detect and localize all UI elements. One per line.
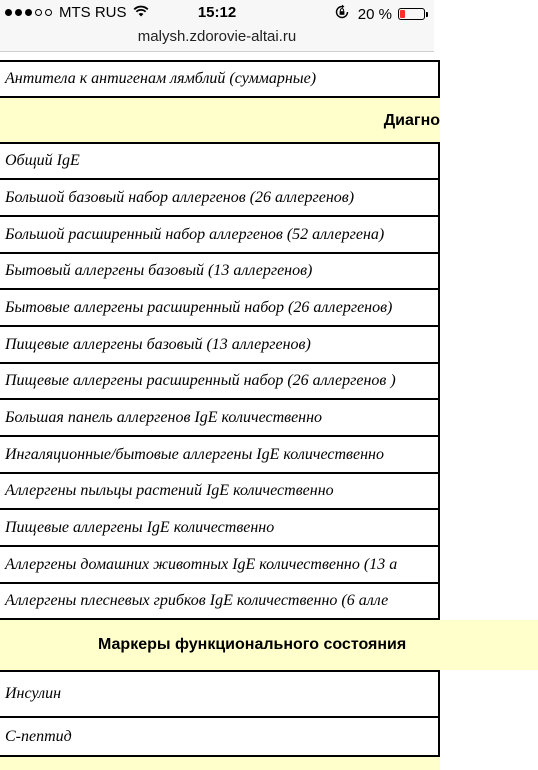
table-row[interactable] [0,582,440,620]
row-label: Аллергены домашних животных IgE количественно (13 а [5,555,398,573]
section-header-label: Маркеры функционального состояния [98,636,407,653]
row-label: Пищевые аллергены расширенный набор (26 аллергенов ) [5,372,396,389]
row-label: Ингаляционные/бытовые аллергены IgE количественно [5,445,384,463]
table-row[interactable] [0,398,440,437]
row-label: Аллергены плесневых грибков IgE количественно (6 алле [5,592,389,609]
row-label: Бытовый аллергены базовый (13 аллергенов) [5,262,313,279]
table-row[interactable] [0,325,440,364]
table-row[interactable] [0,362,440,400]
status-bar [0,0,434,26]
status-time: 15:12 [197,4,237,21]
table-row[interactable] [0,670,440,718]
table-row[interactable] [0,435,440,474]
section-header-partial [0,757,440,770]
table-row[interactable] [0,288,440,327]
battery-level-fill [400,10,405,18]
row-label: Бытовые аллергены расширенный набор (26 аллергенов) [5,298,393,316]
section-header [0,98,440,144]
page-content [0,52,440,770]
table-row[interactable] [0,508,440,547]
row-label: Общий IgE [5,152,80,169]
table-row[interactable] [0,716,440,757]
table-row[interactable] [0,545,440,584]
table-row[interactable] [0,60,440,98]
table-row[interactable] [0,252,440,290]
row-label: Пищевые аллергены базовый (13 аллергенов) [5,335,311,353]
orientation-lock-icon [334,4,350,24]
section-header-label: Диагно [383,112,440,129]
table-row[interactable] [0,215,440,254]
row-label: Большой расширенный набор аллергенов (52 аллергена) [5,225,385,243]
row-label: С-пептид [5,727,72,745]
battery-percent: 20 % [357,5,392,23]
battery-tip [426,12,428,17]
url-bar[interactable]: malysh.zdorovie-altai.ru [0,26,434,52]
row-label: Аллергены пыльцы растений IgE количественно [5,482,334,499]
table-row[interactable] [0,142,440,180]
battery-icon [398,8,425,20]
row-label: Большой базовый набор аллергенов (26 аллергенов) [5,188,355,206]
status-right-group [334,4,428,24]
section-header [0,620,538,670]
carrier-name: MTS RUS [59,4,127,21]
row-label: Антитела к антигенам лямблий (суммарные) [5,70,317,87]
row-label: Пищевые аллергены IgE количественно [5,518,275,536]
row-label: Инсулин [5,685,62,702]
table-row[interactable] [0,472,440,510]
row-label: Большая панель аллергенов IgE количественно [5,408,323,426]
table-row[interactable] [0,178,440,217]
